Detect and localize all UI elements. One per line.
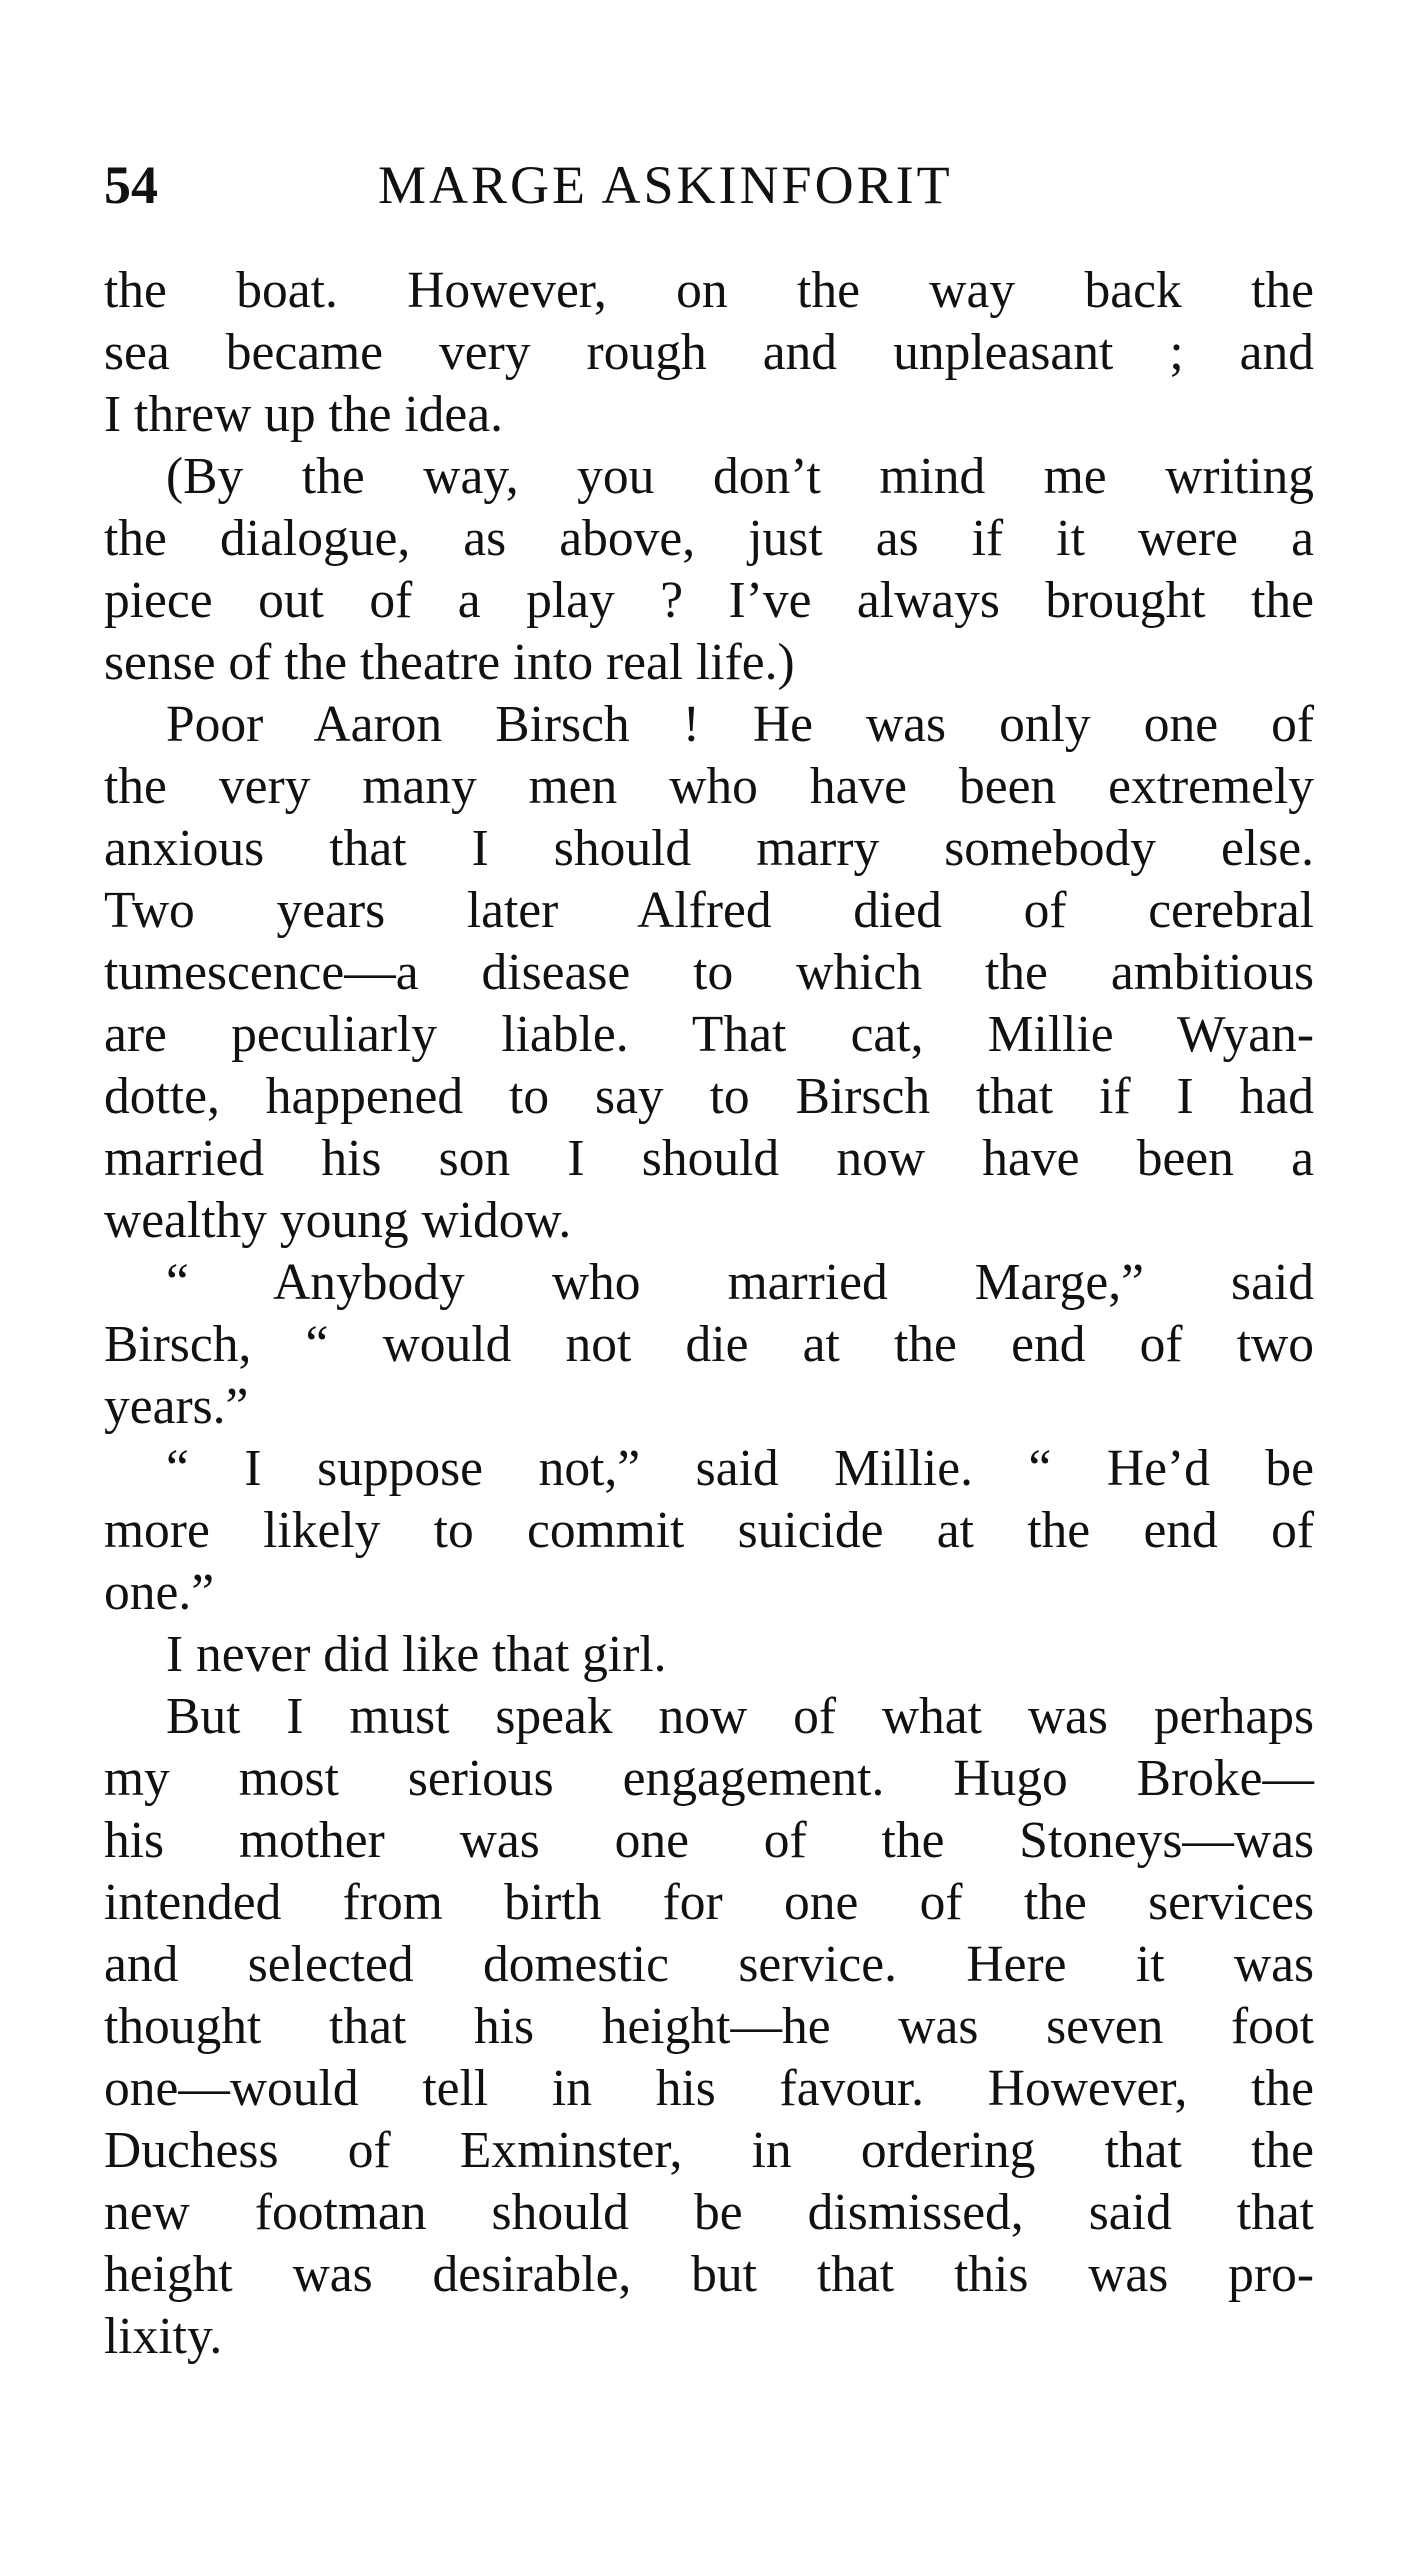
text-line: I threw up the idea.	[104, 386, 503, 443]
text-line: (By the way, you don’t mind me writing	[166, 448, 1314, 505]
text-line: piece out of a play ? I’ve always brought the	[104, 572, 1314, 629]
text-line: “ Anybody who married Marge,” said	[166, 1254, 1314, 1311]
text-line: married his son I should now have been a	[104, 1130, 1314, 1187]
running-head	[104, 150, 1314, 220]
text-line: more likely to commit suicide at the end of	[104, 1502, 1314, 1559]
text-line: wealthy young widow.	[104, 1192, 572, 1249]
text-line: the very many men who have been extremely	[104, 758, 1314, 815]
text-line: Birsch, “ would not die at the end of two	[104, 1316, 1314, 1373]
paragraph-4	[104, 1252, 1314, 1438]
running-title: MARGE ASKINFORIT	[378, 155, 953, 215]
paragraph-6	[104, 1624, 1314, 1686]
text-line: Two years later Alfred died of cerebral	[104, 882, 1314, 939]
text-line: the boat. However, on the way back the	[104, 262, 1314, 319]
text-line: tumescence—a disease to which the ambitious	[104, 944, 1314, 1001]
text-line: sense of the theatre into real life.)	[104, 634, 795, 691]
text-line: one.”	[104, 1564, 215, 1621]
paragraph-1	[104, 260, 1314, 446]
text-line: Poor Aaron Birsch ! He was only one of	[166, 696, 1314, 753]
book-page	[104, 150, 1314, 2368]
text-line: intended from birth for one of the services	[104, 1874, 1314, 1931]
text-line: his mother was one of the Stoneys—was	[104, 1812, 1314, 1869]
text-line: dotte, happened to say to Birsch that if I had	[104, 1068, 1314, 1125]
text-line: and selected domestic service. Here it was	[104, 1936, 1314, 1993]
paragraph-2	[104, 446, 1314, 694]
text-line: lixity.	[104, 2308, 223, 2365]
paragraph-5	[104, 1438, 1314, 1624]
paragraph-7	[104, 1686, 1314, 2368]
text-line: But I must speak now of what was perhaps	[166, 1688, 1314, 1745]
text-line: thought that his height—he was seven foot	[104, 1998, 1314, 2055]
text-line: are peculiarly liable. That cat, Millie Wyan-	[104, 1006, 1314, 1063]
text-line: sea became very rough and unpleasant ; and	[104, 324, 1314, 381]
text-line: height was desirable, but that this was pro-	[104, 2246, 1314, 2303]
text-line: Duchess of Exminster, in ordering that the	[104, 2122, 1314, 2179]
text-line: “ I suppose not,” said Millie. “ He’d be	[166, 1440, 1314, 1497]
text-line: anxious that I should marry somebody else.	[104, 820, 1314, 877]
body-text	[104, 260, 1314, 2368]
text-line: I never did like that girl.	[166, 1626, 667, 1683]
text-line: one—would tell in his favour. However, the	[104, 2060, 1314, 2117]
page-number: 54	[104, 155, 158, 215]
text-line: years.”	[104, 1378, 249, 1435]
text-line: the dialogue, as above, just as if it were a	[104, 510, 1314, 567]
text-line: new footman should be dismissed, said that	[104, 2184, 1314, 2241]
paragraph-3	[104, 694, 1314, 1252]
text-line: my most serious engagement. Hugo Broke—	[104, 1750, 1314, 1807]
